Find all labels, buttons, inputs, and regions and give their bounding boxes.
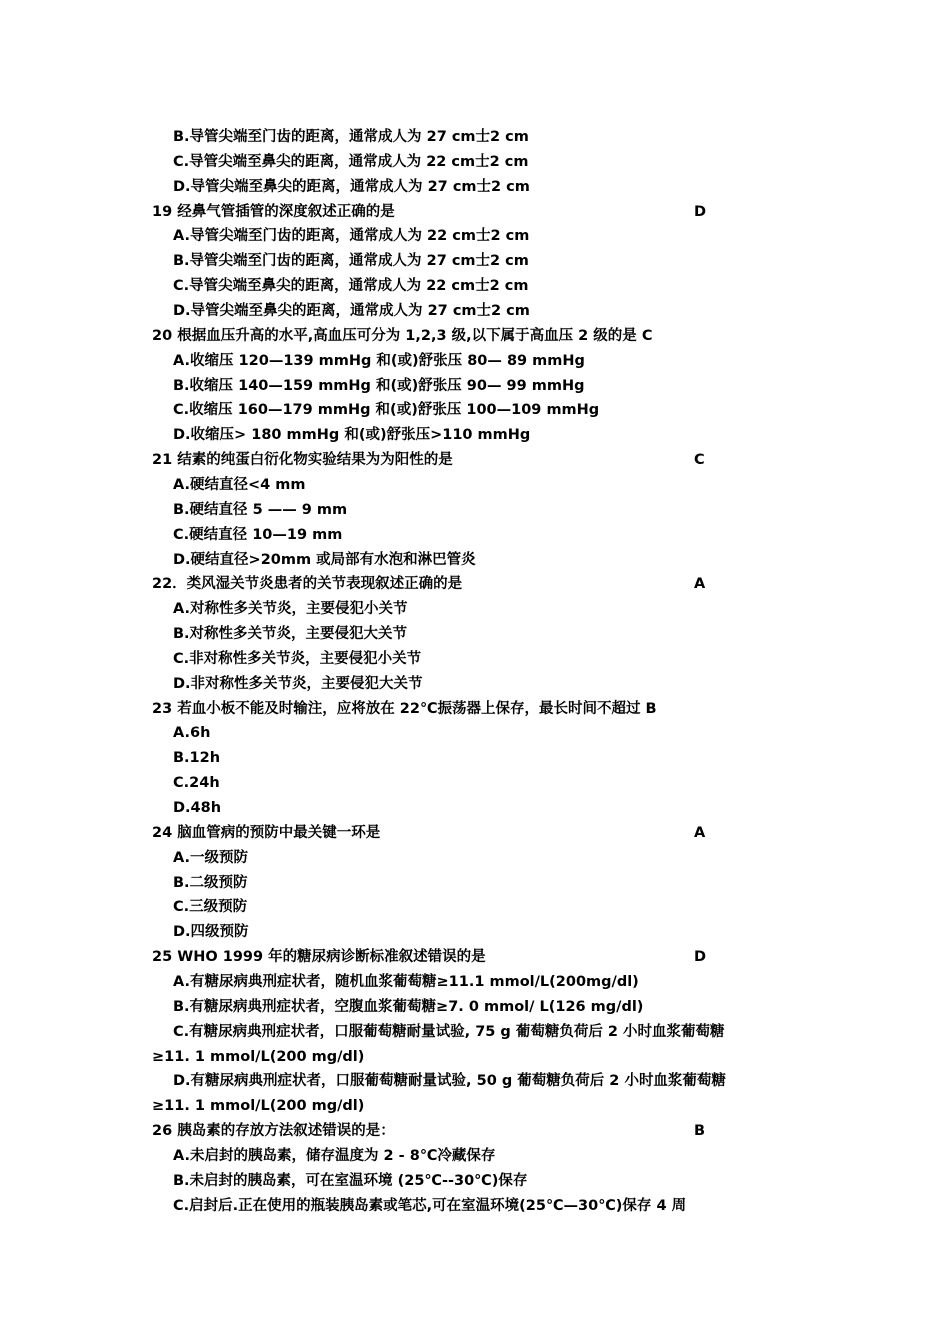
option-text: D.48h	[173, 800, 222, 816]
option-text: B.二级预防	[173, 874, 248, 891]
option-text: C.硬结直径 10—19 mm	[173, 526, 343, 543]
answer-key: A	[694, 576, 706, 593]
answer-key: A	[694, 824, 706, 841]
option-text: C.导管尖端至鼻尖的距离，通常成人为 22 cm士2 cm	[173, 278, 529, 295]
option-text: A.有糖尿病典刑症状者，随机血浆葡萄糖≥11.1 mmol/L(200mg/dl)	[173, 973, 639, 990]
option-line	[0, 597, 950, 621]
answer-key: D	[694, 949, 707, 966]
option-text: D.导管尖端至鼻尖的距离，通常成人为 27 cm士2 cm	[173, 178, 530, 195]
answer-key: D	[694, 203, 707, 220]
option-line	[0, 970, 950, 994]
option-line	[0, 846, 950, 870]
option-text: A.硬结直径<4 mm	[173, 476, 306, 493]
question-text: 21 结素的纯蛋白衍化物实验结果为为阳性的是	[152, 452, 453, 469]
option-line	[0, 1069, 950, 1093]
option-line	[0, 1169, 950, 1193]
option-text: A.收缩压 120—139 mmHg 和(或)舒张压 80— 89 mmHg	[173, 352, 585, 369]
option-line	[0, 224, 950, 248]
option-line	[0, 374, 950, 398]
option-line	[0, 423, 950, 447]
option-line	[0, 249, 950, 273]
option-text: A.未启封的胰岛素，储存温度为 2 - 8℃冷藏保存	[173, 1147, 496, 1164]
option-line	[0, 796, 950, 820]
option-text: B.导管尖端至门齿的距离，通常成人为 27 cm士2 cm	[173, 129, 529, 145]
question-text: 24 脑血管病的预防中最关键一环是	[152, 824, 381, 841]
question-text: 22．类风湿关节炎患者的关节表现叙述正确的是	[152, 576, 463, 593]
option-line	[0, 150, 950, 174]
question-line	[0, 821, 950, 845]
question-text: 25 WHO 1999 年的糖尿病诊断标准叙述错误的是	[152, 949, 486, 966]
option-text: C.收缩压 160—179 mmHg 和(或)舒张压 100—109 mmHg	[173, 402, 600, 419]
answer-key: C	[694, 452, 705, 469]
question-line	[0, 945, 950, 969]
option-text: B.未启封的胰岛素，可在室温环境 (25℃--30℃)保存	[173, 1172, 528, 1189]
option-text: B.收缩压 140—159 mmHg 和(或)舒张压 90— 99 mmHg	[173, 377, 585, 394]
question-line	[0, 572, 950, 596]
option-text: D.四级预防	[173, 924, 249, 941]
question-line	[0, 448, 950, 472]
option-text: ≥11. 1 mmol/L(200 mg/dl)	[152, 1048, 365, 1065]
option-line	[0, 895, 950, 919]
option-text: B.对称性多关节炎，主要侵犯大关节	[173, 626, 408, 642]
option-line	[0, 125, 950, 149]
option-line	[0, 622, 950, 646]
option-line	[0, 672, 950, 696]
option-line	[0, 523, 950, 547]
question-text: 26 胰岛素的存放方法叙述错误的是：	[152, 1123, 395, 1139]
continuation-line	[0, 1045, 950, 1069]
option-line	[0, 398, 950, 422]
option-text: C.导管尖端至鼻尖的距离，通常成人为 22 cm士2 cm	[173, 153, 529, 170]
answer-key: B	[694, 1123, 706, 1139]
option-text: A.6h	[173, 725, 211, 742]
option-line	[0, 498, 950, 522]
option-line	[0, 175, 950, 199]
question-line	[0, 697, 950, 721]
option-line	[0, 1194, 950, 1218]
option-line	[0, 871, 950, 895]
option-text: A.一级预防	[173, 849, 248, 866]
option-text: C.有糖尿病典刑症状者，口服葡萄糖耐量试验, 75 g 葡萄糖负荷后 2 小时血浆葡萄糖	[173, 1023, 725, 1040]
option-line	[0, 920, 950, 944]
option-text: C.非对称性多关节炎，主要侵犯小关节	[173, 650, 422, 667]
option-text: D.导管尖端至鼻尖的距离，通常成人为 27 cm士2 cm	[173, 303, 530, 319]
question-line	[0, 324, 950, 348]
option-text: D.非对称性多关节炎，主要侵犯大关节	[173, 675, 423, 692]
option-line	[0, 1144, 950, 1168]
option-text: B.有糖尿病典刑症状者，空腹血浆葡萄糖≥7. 0 mmol/ L(126 mg/dl)	[173, 998, 644, 1015]
option-line	[0, 1020, 950, 1044]
option-line	[0, 771, 950, 795]
option-line	[0, 299, 950, 323]
option-line	[0, 548, 950, 572]
option-text: C.24h	[173, 775, 220, 792]
option-text: B.12h	[173, 750, 221, 767]
question-text: 20 根据血压升高的水平,高血压可分为 1,2,3 级,以下属于高血压 2 级的是 C	[152, 327, 653, 344]
option-text: C.三级预防	[173, 899, 248, 916]
question-text: 19 经鼻气管插管的深度叙述正确的是	[152, 203, 395, 220]
option-text: B.硬结直径 5 —— 9 mm	[173, 501, 348, 518]
option-line	[0, 746, 950, 770]
option-text: A.对称性多关节炎，主要侵犯小关节	[173, 601, 408, 618]
continuation-line	[0, 1094, 950, 1118]
option-line	[0, 473, 950, 497]
option-text: ≥11. 1 mmol/L(200 mg/dl)	[152, 1098, 365, 1115]
option-text: D.有糖尿病典刑症状者，口服葡萄糖耐量试验, 50 g 葡萄糖负荷后 2 小时血浆葡萄糖	[173, 1073, 726, 1090]
option-line	[0, 647, 950, 671]
option-text: D.硬结直径>20mm 或局部有水泡和淋巴管炎	[173, 551, 476, 568]
option-text: A.导管尖端至门齿的距离，通常成人为 22 cm士2 cm	[173, 228, 530, 245]
question-line	[0, 200, 950, 224]
option-text: D.收缩压> 180 mmHg 和(或)舒张压>110 mmHg	[173, 427, 531, 444]
option-text: C.启封后.正在使用的瓶装胰岛素或笔芯,可在室温环境(25℃—30℃)保存 4 周	[173, 1197, 687, 1214]
option-line	[0, 721, 950, 745]
option-line	[0, 274, 950, 298]
option-text: B.导管尖端至门齿的距离，通常成人为 27 cm士2 cm	[173, 253, 529, 270]
question-text: 23 若血小板不能及时输注，应将放在 22℃振荡器上保存，最长时间不超过 B	[152, 700, 657, 717]
question-line	[0, 1119, 950, 1143]
option-line	[0, 995, 950, 1019]
option-line	[0, 349, 950, 373]
